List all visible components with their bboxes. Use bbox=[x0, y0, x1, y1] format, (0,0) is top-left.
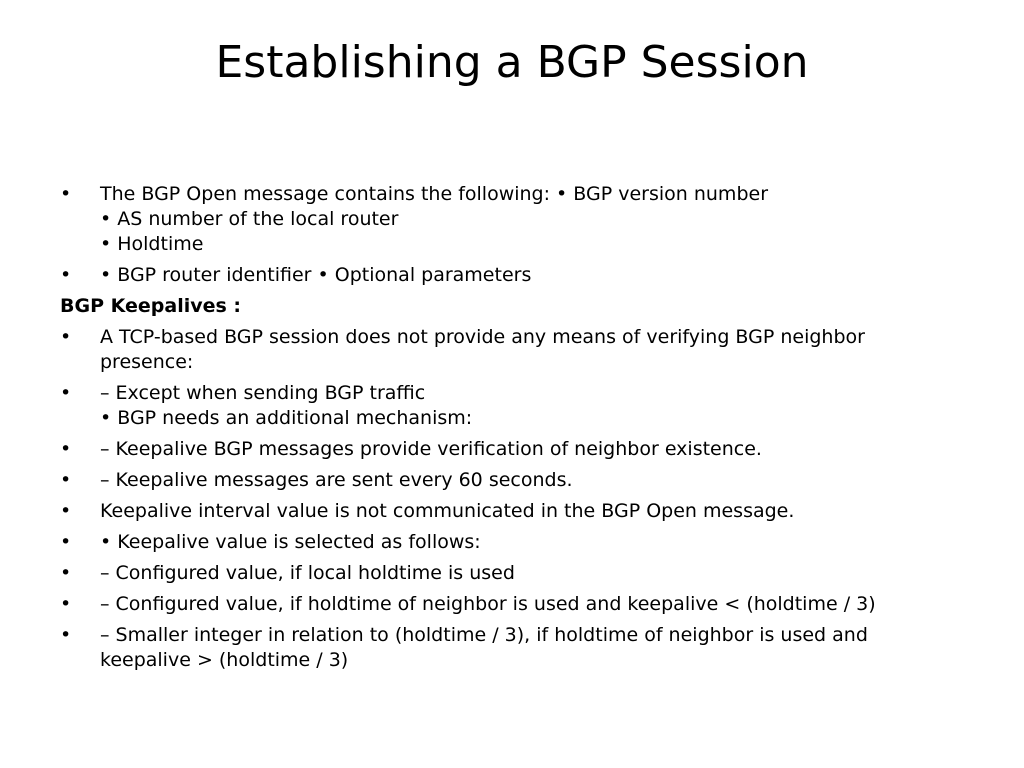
bullet-text: – Keepalive messages are sent every 60 seconds. bbox=[100, 469, 573, 491]
bullet-marker: • bbox=[60, 326, 72, 348]
bullet-text: • Holdtime bbox=[100, 233, 204, 255]
bullet-marker: • bbox=[60, 382, 72, 404]
bullet-item bbox=[60, 468, 970, 493]
bullet-item bbox=[60, 182, 970, 257]
bullet-text: Keepalive interval value is not communicated in the BGP Open message. bbox=[100, 500, 795, 522]
bullet-text: The BGP Open message contains the following: • BGP version number bbox=[100, 183, 769, 205]
bullet-item bbox=[60, 437, 970, 462]
bullet-text: presence: bbox=[100, 351, 194, 373]
bullet-text: – Configured value, if local holdtime is used bbox=[100, 562, 515, 584]
bullet-item bbox=[60, 381, 970, 431]
slide-content bbox=[60, 182, 970, 679]
bullet-item bbox=[60, 561, 970, 586]
bullet-text: • BGP needs an additional mechanism: bbox=[100, 407, 473, 429]
bullet-text: • AS number of the local router bbox=[100, 208, 399, 230]
bullet-marker: • bbox=[60, 438, 72, 460]
bullet-marker: • bbox=[60, 183, 72, 205]
bullet-item bbox=[60, 325, 970, 375]
bullet-text: – Except when sending BGP traffic bbox=[100, 382, 426, 404]
bullet-marker: • bbox=[60, 593, 72, 615]
bullet-item bbox=[60, 499, 970, 524]
bullet-marker: • bbox=[60, 469, 72, 491]
bullet-text: • BGP router identifier • Optional parameters bbox=[100, 264, 532, 286]
bullet-marker: • bbox=[60, 500, 72, 522]
bullet-marker: • bbox=[60, 624, 72, 646]
bullet-marker: • bbox=[60, 531, 72, 553]
bullet-item bbox=[60, 623, 970, 673]
bullet-text: • Keepalive value is selected as follows: bbox=[100, 531, 481, 553]
bullet-text: keepalive > (holdtime / 3) bbox=[100, 649, 349, 671]
bullet-text: – Smaller integer in relation to (holdtime / 3), if holdtime of neighbor is used and bbox=[100, 624, 868, 646]
bullet-marker: • bbox=[60, 264, 72, 286]
bullet-marker: • bbox=[60, 562, 72, 584]
section-heading: BGP Keepalives : bbox=[60, 295, 242, 317]
bullet-text: – Configured value, if holdtime of neighbor is used and keepalive < (holdtime / 3) bbox=[100, 593, 876, 615]
slide-title: Establishing a BGP Session bbox=[215, 37, 809, 88]
bullet-item bbox=[60, 592, 970, 617]
bullet-text: – Keepalive BGP messages provide verification of neighbor existence. bbox=[100, 438, 762, 460]
bullet-item bbox=[60, 263, 970, 288]
bullet-item bbox=[60, 530, 970, 555]
bullet-text: A TCP-based BGP session does not provide any means of verifying BGP neighbor bbox=[100, 326, 865, 348]
